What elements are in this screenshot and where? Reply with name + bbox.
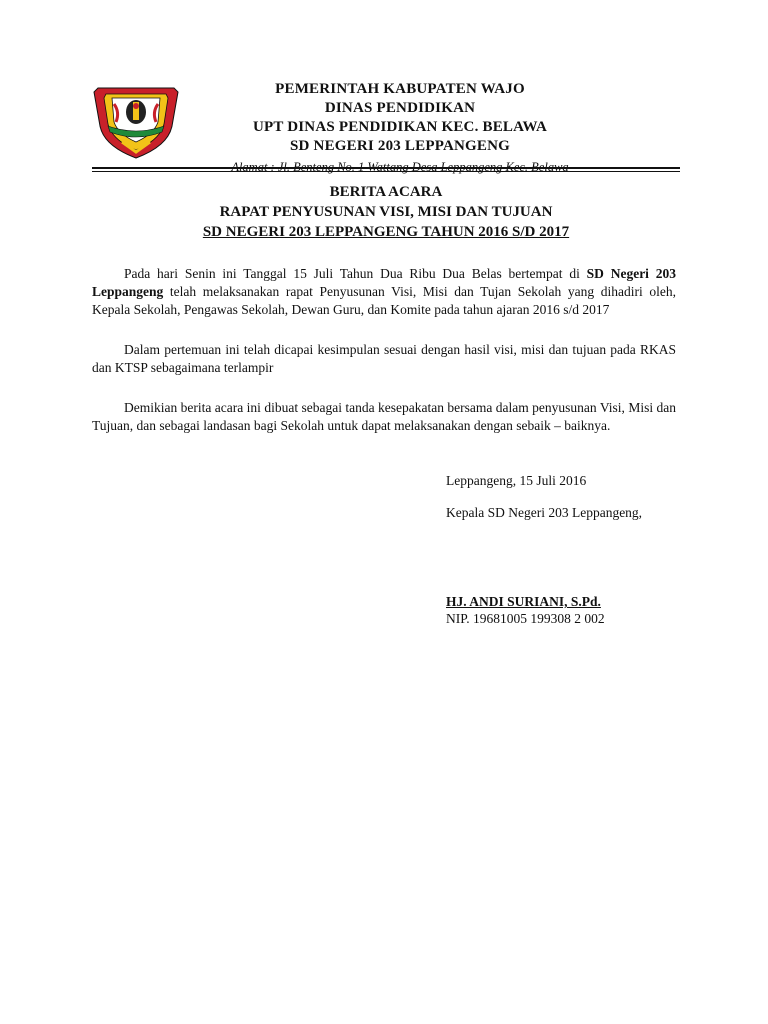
document-subtitle: RAPAT PENYUSUNAN VISI, MISI DAN TUJUAN xyxy=(219,204,553,220)
signature-place-date: Leppangeng, 15 Juli 2016 xyxy=(446,473,587,488)
signature-position: Kepala SD Negeri 203 Leppangeng, xyxy=(446,505,643,520)
paragraph-3: Demikian berita acara ini dibuat sebagai tanda kesepakatan bersama dalam penyusunan Visi, Misi dan Tujuan, dan sebagai landasan bagi Sekolah untuk dapat melaksanakan dengan sebaik – baiknya. xyxy=(92,400,676,433)
signature-nip: NIP. 19681005 199308 2 002 xyxy=(446,611,605,626)
letterhead-government: PEMERINTAH KABUPATEN WAJO xyxy=(275,81,525,97)
signature-name: HJ. ANDI SURIANI, S.Pd. xyxy=(446,594,601,609)
document-subtitle-underlined: SD NEGERI 203 LEPPANGENG TAHUN 2016 S/D 2017 xyxy=(202,224,570,240)
kabupaten-wajo-crest-icon xyxy=(92,82,180,160)
letterhead-divider-thick xyxy=(92,167,680,169)
paragraph-1-rest: telah melaksanakan rapat Penyusunan Visi, Misi dan Tujan Sekolah yang dihadiri oleh, Kepala Sekolah, Pengawas Sekolah, Dewan Guru, dan Komite pada tahun ajaran 2016 s/d 2017 xyxy=(92,284,676,317)
letterhead-divider-thin xyxy=(92,171,680,172)
paragraph-2: Dalam pertemuan ini telah dicapai kesimpulan sesuai dengan hasil visi, misi dan tujuan pada RKAS dan KTSP sebagaimana terlampir xyxy=(92,342,676,375)
letterhead-upt: UPT DINAS PENDIDIKAN KEC. BELAWA xyxy=(252,119,548,135)
document-title: BERITA ACARA xyxy=(329,184,443,200)
paragraph-1 xyxy=(92,265,676,319)
letterhead-address: Alamat : Jl. Benteng No. 1 Wattang Desa Leppangeng Kec. Belawa xyxy=(231,160,569,174)
document-titles xyxy=(92,182,680,242)
paragraph-1-lead: Pada hari Senin ini Tanggal 15 Juli Tahun Dua Ribu Dua Belas bertempat di xyxy=(124,266,587,281)
school-name-bold: SD Negeri 203 Leppangeng xyxy=(92,266,676,299)
document-body xyxy=(92,265,676,457)
letterhead-school: SD NEGERI 203 LEPPANGENG xyxy=(290,138,510,154)
letterhead xyxy=(180,80,620,176)
letterhead-department: DINAS PENDIDIKAN xyxy=(324,100,476,116)
